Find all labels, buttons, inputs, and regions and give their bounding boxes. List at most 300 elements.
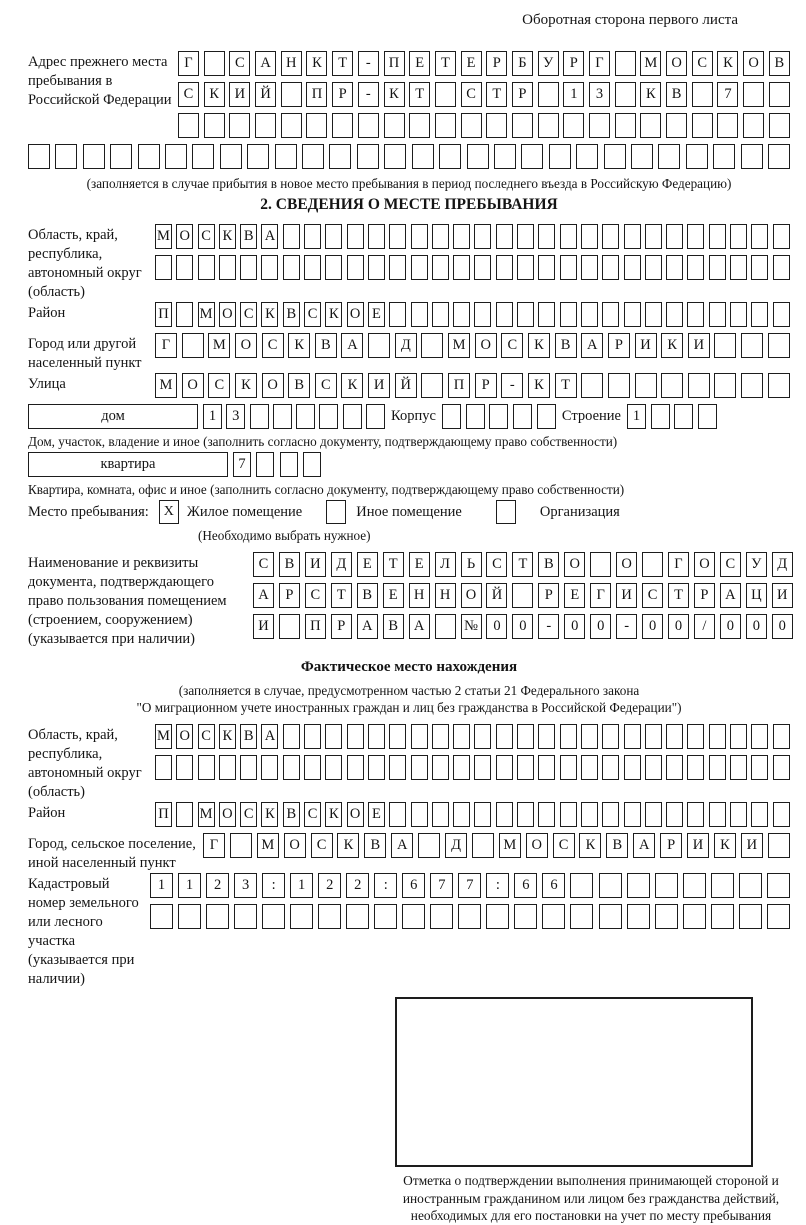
char-cell xyxy=(624,802,641,827)
char-cell: Д xyxy=(331,552,352,577)
char-cell xyxy=(751,724,768,749)
char-cell: 3 xyxy=(589,82,610,107)
char-cell: А xyxy=(255,51,276,76)
char-cell xyxy=(150,904,173,929)
char-cell xyxy=(645,755,662,780)
district-grid-row xyxy=(155,302,790,327)
char-cell: О xyxy=(743,51,764,76)
char-cell: У xyxy=(538,51,559,76)
char-cell: Р xyxy=(538,583,559,608)
char-cell xyxy=(687,255,704,280)
document-grid-row-3 xyxy=(253,614,793,639)
char-cell xyxy=(651,404,670,429)
char-cell: Т xyxy=(383,552,404,577)
char-cell xyxy=(275,144,297,169)
char-cell xyxy=(709,802,726,827)
confirmation-mark-box xyxy=(395,997,753,1167)
char-cell: 0 xyxy=(564,614,585,639)
char-cell xyxy=(741,333,763,358)
char-cell: Г xyxy=(203,833,225,858)
char-cell: Т xyxy=(512,552,533,577)
char-cell: К xyxy=(640,82,661,107)
char-cell xyxy=(467,144,489,169)
char-cell xyxy=(730,755,747,780)
char-cell: В xyxy=(279,552,300,577)
char-cell: С xyxy=(642,583,663,608)
char-cell xyxy=(474,755,491,780)
char-cell: Р xyxy=(475,373,497,398)
region-grid-row-1 xyxy=(155,224,790,249)
stay-checkbox-organization xyxy=(496,500,516,524)
char-cell xyxy=(645,302,662,327)
char-cell: М xyxy=(208,333,230,358)
korpus-cells xyxy=(442,404,556,429)
char-cell: Б xyxy=(512,51,533,76)
char-cell: - xyxy=(358,82,379,107)
char-cell xyxy=(486,904,509,929)
char-cell xyxy=(496,755,513,780)
char-cell xyxy=(435,614,456,639)
char-cell xyxy=(304,224,321,249)
char-cell: С xyxy=(229,51,250,76)
char-cell xyxy=(767,873,790,898)
char-cell: Д xyxy=(445,833,467,858)
char-cell: А xyxy=(391,833,413,858)
char-cell: А xyxy=(409,614,430,639)
char-cell xyxy=(560,755,577,780)
char-cell: 0 xyxy=(642,614,663,639)
char-cell xyxy=(432,302,449,327)
char-cell xyxy=(494,144,516,169)
char-cell: Е xyxy=(409,552,430,577)
char-cell xyxy=(496,224,513,249)
char-cell: Е xyxy=(357,552,378,577)
char-cell xyxy=(219,755,236,780)
char-cell xyxy=(615,51,636,76)
char-cell: К xyxy=(219,224,236,249)
city-label: Город или другой населенный пункт xyxy=(28,336,142,371)
char-cell: И xyxy=(741,833,763,858)
region-label: Область, край, республика, автономный округ (область) xyxy=(28,227,142,300)
char-cell xyxy=(767,904,790,929)
char-cell: Г xyxy=(589,51,610,76)
char-cell xyxy=(687,302,704,327)
char-cell: К xyxy=(235,373,257,398)
char-cell xyxy=(538,113,559,138)
char-cell xyxy=(714,373,736,398)
char-cell xyxy=(374,904,397,929)
char-cell xyxy=(640,113,661,138)
stroenie-cells xyxy=(627,404,717,429)
char-cell xyxy=(176,302,193,327)
char-cell: Р xyxy=(512,82,533,107)
char-cell: В xyxy=(538,552,559,577)
char-cell: Л xyxy=(435,552,456,577)
char-cell xyxy=(220,144,242,169)
char-cell xyxy=(280,452,298,477)
char-cell: К xyxy=(306,51,327,76)
char-cell xyxy=(730,255,747,280)
prev-address-grid-row-1 xyxy=(178,51,790,76)
char-cell: 1 xyxy=(563,82,584,107)
char-cell xyxy=(357,144,379,169)
char-cell: 1 xyxy=(178,873,201,898)
char-cell: В xyxy=(240,724,257,749)
char-cell: Р xyxy=(332,82,353,107)
char-cell xyxy=(711,873,734,898)
char-cell xyxy=(602,224,619,249)
char-cell: К xyxy=(219,724,236,749)
char-cell: И xyxy=(635,333,657,358)
char-cell: И xyxy=(772,583,793,608)
char-cell xyxy=(384,144,406,169)
fact-district-grid-row xyxy=(155,802,790,827)
char-cell xyxy=(178,904,201,929)
char-cell xyxy=(325,224,342,249)
char-cell xyxy=(517,224,534,249)
char-cell xyxy=(255,113,276,138)
char-cell xyxy=(666,802,683,827)
char-cell xyxy=(474,802,491,827)
fact-district-block xyxy=(28,802,790,833)
char-cell xyxy=(432,802,449,827)
char-cell: О xyxy=(176,224,193,249)
apartment-number-cells xyxy=(233,452,321,477)
char-cell: О xyxy=(176,724,193,749)
char-cell: 3 xyxy=(234,873,257,898)
char-cell xyxy=(709,224,726,249)
char-cell xyxy=(666,755,683,780)
char-cell xyxy=(368,724,385,749)
char-cell xyxy=(247,144,269,169)
char-cell xyxy=(773,255,790,280)
fact-city-block xyxy=(28,833,790,873)
fact-district-label: Район xyxy=(28,805,66,821)
char-cell xyxy=(581,224,598,249)
char-cell xyxy=(773,802,790,827)
char-cell: 3 xyxy=(226,404,245,429)
char-cell xyxy=(698,404,717,429)
char-cell xyxy=(768,373,790,398)
char-cell xyxy=(306,113,327,138)
char-cell: В xyxy=(606,833,628,858)
char-cell: Е xyxy=(368,302,385,327)
char-cell xyxy=(751,802,768,827)
char-cell: Й xyxy=(486,583,507,608)
char-cell xyxy=(28,144,50,169)
char-cell xyxy=(581,302,598,327)
city-grid-row xyxy=(155,333,790,358)
char-cell xyxy=(642,552,663,577)
char-cell: С xyxy=(305,583,326,608)
char-cell xyxy=(627,904,650,929)
char-cell xyxy=(517,724,534,749)
char-cell: И xyxy=(305,552,326,577)
char-cell: С xyxy=(208,373,230,398)
char-cell xyxy=(347,755,364,780)
char-cell xyxy=(325,724,342,749)
char-cell: И xyxy=(368,373,390,398)
char-cell: В xyxy=(555,333,577,358)
char-cell: П xyxy=(305,614,326,639)
char-cell xyxy=(453,302,470,327)
apartment-note: Квартира, комната, офис и иное (заполнить согласно документу, подтверждающему право собственности) xyxy=(28,482,625,497)
char-cell: С xyxy=(553,833,575,858)
char-cell: С xyxy=(501,333,523,358)
char-cell xyxy=(366,404,385,429)
prev-address-extra-row xyxy=(28,144,790,169)
char-cell: / xyxy=(694,614,715,639)
char-cell: Т xyxy=(331,583,352,608)
char-cell xyxy=(110,144,132,169)
char-cell xyxy=(486,113,507,138)
char-cell: В xyxy=(315,333,337,358)
char-cell xyxy=(432,255,449,280)
stay-checkbox-residential: X xyxy=(159,500,179,524)
char-cell xyxy=(542,904,565,929)
char-cell: К xyxy=(325,302,342,327)
char-cell: К xyxy=(717,51,738,76)
char-cell xyxy=(730,724,747,749)
char-cell xyxy=(421,333,443,358)
region-block xyxy=(28,224,790,302)
char-cell: О xyxy=(182,373,204,398)
char-cell xyxy=(234,904,257,929)
char-cell xyxy=(692,82,713,107)
char-cell: Т xyxy=(486,82,507,107)
char-cell: В xyxy=(769,51,790,76)
char-cell xyxy=(627,873,650,898)
char-cell xyxy=(602,802,619,827)
char-cell: Т xyxy=(332,51,353,76)
char-cell xyxy=(602,724,619,749)
char-cell: К xyxy=(579,833,601,858)
prev-address-note: (заполняется в случае прибытия в новое место пребывания в период последнего въезда в Российскую Федерацию) xyxy=(86,176,732,191)
char-cell xyxy=(599,873,622,898)
char-cell xyxy=(581,802,598,827)
char-cell xyxy=(521,144,543,169)
char-cell: О xyxy=(262,373,284,398)
char-cell xyxy=(240,255,257,280)
char-cell: А xyxy=(633,833,655,858)
char-cell: Р xyxy=(331,614,352,639)
char-cell: И xyxy=(687,833,709,858)
char-cell xyxy=(411,755,428,780)
city-block xyxy=(28,333,790,373)
char-cell: Г xyxy=(590,583,611,608)
char-cell xyxy=(645,224,662,249)
char-cell xyxy=(711,904,734,929)
char-cell: Р xyxy=(694,583,715,608)
char-cell xyxy=(176,255,193,280)
actual-location-note-1: (заполняется в случае, предусмотренном частью 2 статьи 21 Федерального закона xyxy=(178,683,640,698)
char-cell xyxy=(496,724,513,749)
char-cell xyxy=(666,724,683,749)
char-cell: Д xyxy=(395,333,417,358)
char-cell xyxy=(198,255,215,280)
char-cell: 2 xyxy=(346,873,369,898)
char-cell xyxy=(517,755,534,780)
char-cell: А xyxy=(253,583,274,608)
house-number-cells xyxy=(203,404,385,429)
char-cell: № xyxy=(461,614,482,639)
char-cell xyxy=(751,255,768,280)
char-cell: П xyxy=(384,51,405,76)
char-cell: М xyxy=(640,51,661,76)
char-cell xyxy=(389,224,406,249)
char-cell xyxy=(303,452,321,477)
char-cell: У xyxy=(746,552,767,577)
char-cell: М xyxy=(198,802,215,827)
char-cell: М xyxy=(155,224,172,249)
prev-address-block xyxy=(28,51,790,144)
char-cell xyxy=(368,333,390,358)
char-cell xyxy=(751,755,768,780)
char-cell xyxy=(165,144,187,169)
char-cell: П xyxy=(306,82,327,107)
char-cell: К xyxy=(288,333,310,358)
char-cell xyxy=(442,404,461,429)
char-cell xyxy=(155,255,172,280)
char-cell xyxy=(769,82,790,107)
char-cell: К xyxy=(261,802,278,827)
char-cell xyxy=(741,373,763,398)
char-cell: К xyxy=(528,333,550,358)
document-grid-row-2 xyxy=(253,583,793,608)
char-cell: С xyxy=(461,82,482,107)
char-cell xyxy=(176,755,193,780)
korpus-label: Корпус xyxy=(391,408,436,424)
char-cell xyxy=(192,144,214,169)
char-cell: Т xyxy=(555,373,577,398)
char-cell xyxy=(517,255,534,280)
char-cell: А xyxy=(581,333,603,358)
char-cell xyxy=(517,802,534,827)
house-name-box: дом xyxy=(28,404,198,429)
char-cell xyxy=(687,802,704,827)
char-cell xyxy=(538,802,555,827)
char-cell xyxy=(624,224,641,249)
char-cell xyxy=(453,755,470,780)
char-cell xyxy=(474,302,491,327)
char-cell: Й xyxy=(255,82,276,107)
char-cell: С xyxy=(198,724,215,749)
char-cell: Е xyxy=(564,583,585,608)
char-cell xyxy=(281,113,302,138)
char-cell: Р xyxy=(563,51,584,76)
char-cell xyxy=(496,255,513,280)
char-cell xyxy=(538,82,559,107)
district-label: Район xyxy=(28,305,66,321)
char-cell xyxy=(717,113,738,138)
char-cell xyxy=(666,255,683,280)
section2-title: 2. СВЕДЕНИЯ О МЕСТЕ ПРЕБЫВАНИЯ xyxy=(260,196,558,213)
char-cell xyxy=(560,255,577,280)
char-cell xyxy=(198,755,215,780)
char-cell xyxy=(514,904,537,929)
char-cell xyxy=(453,255,470,280)
char-cell: Е xyxy=(461,51,482,76)
char-cell xyxy=(421,373,443,398)
char-cell xyxy=(517,302,534,327)
char-cell xyxy=(290,904,313,929)
char-cell xyxy=(730,224,747,249)
char-cell xyxy=(538,755,555,780)
char-cell xyxy=(751,224,768,249)
char-cell xyxy=(512,583,533,608)
char-cell: И xyxy=(616,583,637,608)
char-cell xyxy=(687,224,704,249)
char-cell: В xyxy=(288,373,310,398)
char-cell: С xyxy=(198,224,215,249)
char-cell xyxy=(279,614,300,639)
char-cell: С xyxy=(240,802,257,827)
char-cell xyxy=(219,255,236,280)
char-cell: 0 xyxy=(486,614,507,639)
char-cell xyxy=(389,724,406,749)
char-cell xyxy=(769,113,790,138)
char-cell xyxy=(402,904,425,929)
char-cell: С xyxy=(486,552,507,577)
char-cell: О xyxy=(666,51,687,76)
char-cell xyxy=(686,144,708,169)
char-cell xyxy=(347,724,364,749)
char-cell: О xyxy=(694,552,715,577)
char-cell xyxy=(570,873,593,898)
char-cell xyxy=(730,302,747,327)
fact-region-grid-row-2 xyxy=(155,755,790,780)
char-cell: 0 xyxy=(720,614,741,639)
char-cell xyxy=(602,255,619,280)
actual-location-note-2: "О миграционном учете иностранных граждан и лиц без гражданства в Российской Федерации") xyxy=(136,700,682,715)
char-cell xyxy=(329,144,351,169)
char-cell xyxy=(384,113,405,138)
char-cell xyxy=(204,113,225,138)
char-cell xyxy=(581,373,603,398)
stay-option-other-premises-label: Иное помещение xyxy=(356,503,462,520)
char-cell xyxy=(411,802,428,827)
char-cell xyxy=(138,144,160,169)
document-label: Наименование и реквизиты документа, подтверждающего право пользования помещением (строением, сооружением) (указывается при наличии) xyxy=(28,555,227,647)
char-cell: 6 xyxy=(542,873,565,898)
char-cell xyxy=(768,144,790,169)
char-cell xyxy=(474,255,491,280)
char-cell: Д xyxy=(772,552,793,577)
char-cell: А xyxy=(261,724,278,749)
char-cell xyxy=(155,755,172,780)
char-cell: Ц xyxy=(746,583,767,608)
char-cell: 1 xyxy=(150,873,173,898)
char-cell: - xyxy=(538,614,559,639)
char-cell: Р xyxy=(279,583,300,608)
house-note: Дом, участок, владение и иное (заполнить согласно документу, подтверждающему право собственности) xyxy=(28,434,618,449)
char-cell: П xyxy=(155,802,172,827)
apartment-name-box: квартира xyxy=(28,452,228,477)
char-cell xyxy=(389,255,406,280)
char-cell: А xyxy=(261,224,278,249)
char-cell: : xyxy=(486,873,509,898)
char-cell: В xyxy=(666,82,687,107)
stay-type-note: (Необходимо выбрать нужное) xyxy=(198,528,371,543)
street-block xyxy=(28,373,790,404)
char-cell xyxy=(411,302,428,327)
char-cell xyxy=(347,224,364,249)
char-cell xyxy=(432,224,449,249)
street-grid-row xyxy=(155,373,790,398)
char-cell xyxy=(683,873,706,898)
char-cell: Г xyxy=(178,51,199,76)
char-cell xyxy=(435,113,456,138)
